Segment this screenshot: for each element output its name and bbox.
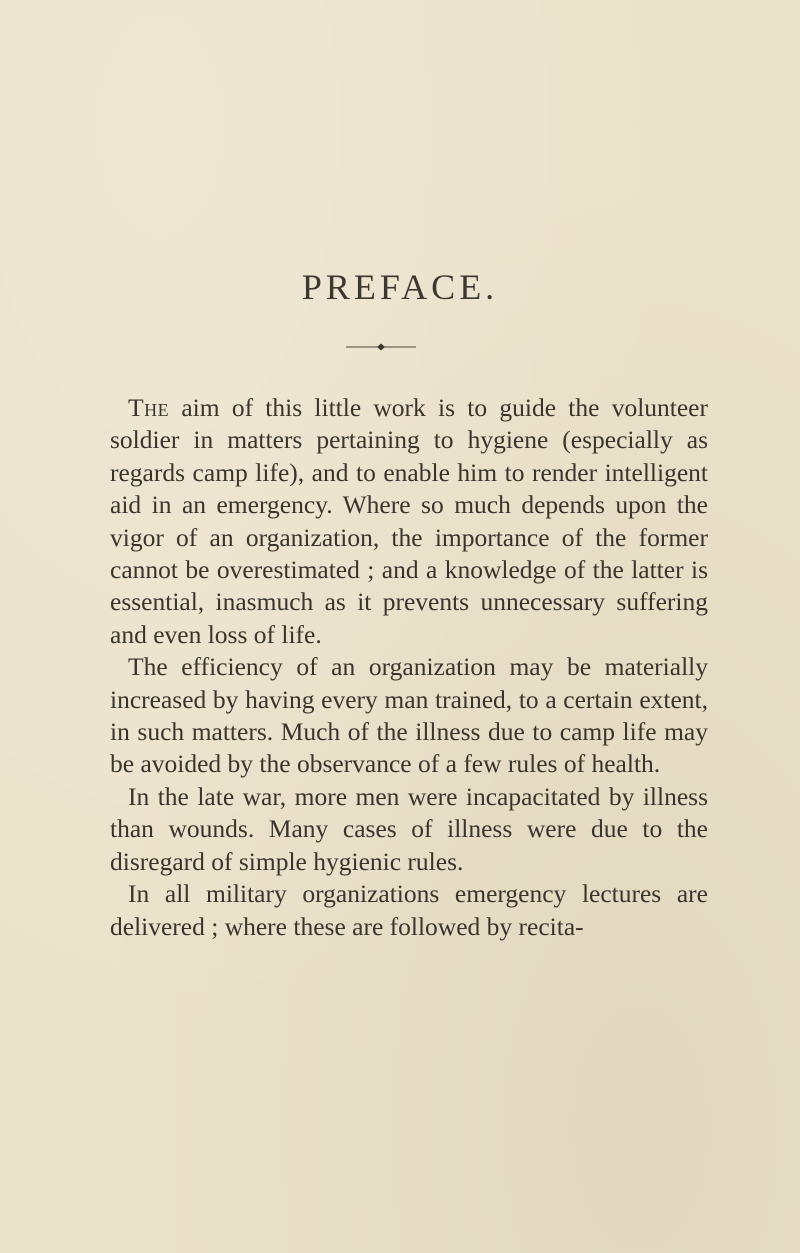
page-title: PREFACE. — [301, 267, 499, 307]
rule-diamond-icon — [346, 342, 416, 352]
preface-body — [110, 392, 708, 943]
paragraph-3: In the late war, more men were incapacitated by illness than wounds. Many cases of illness were due to the disregard of simple hygienic rules. — [110, 781, 708, 876]
paragraph-4: In all military organizations emergency lectures are delivered ; where these are followed by recita- — [110, 879, 708, 941]
paragraph-2: The efficiency of an organization may be materially increased by having every man trained, to a certain extent, in such matters. Much of the illness due to camp life may be avoided by the observance of a few rules of health. — [110, 652, 708, 779]
paragraph-1-text: aim of this little work is to guide the volunteer soldier in matters pertaining to hygiene (especially as regards camp life), and to enable him to render intelligent aid in an emergency. Where so much depends upon the vigor of an organization, the importance of the former cannot be overestimated ; and a knowledge of the latter is essential, inasmuch as it prevents unnecessary suffering and even loss of life. — [110, 393, 708, 649]
paragraph-1 — [110, 392, 708, 651]
lead-word: The — [128, 393, 170, 422]
